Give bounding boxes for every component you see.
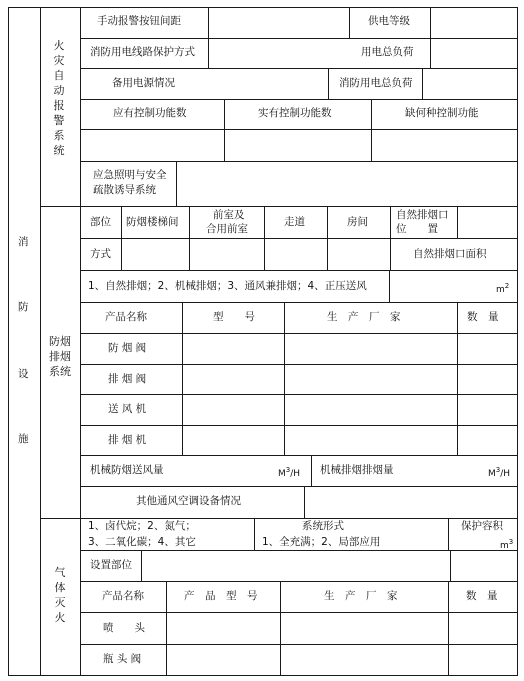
agent-options-line2: 3、二氧化碳；4、其它 — [88, 536, 196, 548]
gas-product-name: 喷 头 — [103, 622, 145, 634]
label-char: 施 — [18, 433, 29, 445]
product-header: 产品名称 — [105, 311, 147, 323]
gas-location-label: 设置部位 — [90, 559, 132, 571]
mech-exhaust-label: 机械排烟排烟量 — [320, 464, 394, 476]
control-actual-label: 实有控制功能数 — [258, 107, 332, 119]
gas-quantity-header: 数 量 — [466, 590, 498, 602]
smoke-system-label: 防烟排烟系统 — [49, 335, 71, 378]
fire-line-protection-label: 消防用电线路保护方式 — [90, 46, 195, 58]
stair-label: 防烟楼梯间 — [126, 216, 179, 228]
front-room-label-1: 前室及 — [213, 209, 245, 221]
gas-model-header: 产 品 型 号 — [184, 590, 258, 602]
gas-product-name: 瓶 头 阀 — [103, 653, 142, 665]
manufacturer-header: 生 产 厂 家 — [327, 311, 401, 323]
label-char: 设 — [18, 368, 29, 380]
power-grade-label: 供电等级 — [368, 15, 410, 27]
model-header: 型 号 — [213, 311, 255, 323]
label-char: 防 — [18, 301, 29, 313]
location-label: 部位 — [90, 216, 111, 228]
gas-system-label: 气体灭火 — [54, 566, 66, 624]
backup-power-label: 备用电源情况 — [112, 77, 175, 89]
protected-volume-label: 保护容积 — [461, 520, 503, 532]
m2-unit: $m^2$ — [496, 282, 510, 295]
emergency-lighting-label-1: 应急照明与安全 — [93, 169, 167, 181]
product-name: 排 烟 机 — [108, 434, 147, 446]
product-name: 排 烟 阀 — [108, 373, 147, 385]
product-name: 送 风 机 — [108, 403, 147, 415]
other-hvac-label: 其他通风空调设备情况 — [136, 495, 241, 507]
fire-alarm-system-label: 火灾自动报警系统 — [53, 39, 65, 157]
corridor-label: 走道 — [284, 216, 305, 228]
flow-unit: $M^3/H$ — [278, 466, 301, 479]
natural-vent-label-1: 自然排烟口 — [396, 209, 449, 221]
gas-product-header: 产品名称 — [102, 590, 144, 602]
fire-total-load-label: 消防用电总负荷 — [339, 77, 413, 89]
mech-supply-label: 机械防烟送风量 — [90, 464, 164, 476]
system-form-label: 系统形式 — [302, 520, 344, 532]
label-char: 消 — [18, 236, 29, 248]
method-label: 方式 — [90, 248, 111, 260]
missing-control-label: 缺何种控制功能 — [405, 107, 479, 119]
natural-vent-area-label: 自然排烟口面积 — [413, 248, 487, 260]
quantity-header: 数 量 — [467, 311, 499, 323]
manual-button-distance-label: 手动报警按钮间距 — [97, 15, 181, 27]
control-required-label: 应有控制功能数 — [113, 107, 187, 119]
flow-unit: $M^3/H$ — [488, 466, 511, 479]
room-label: 房间 — [347, 216, 368, 228]
system-form-options: 1、全充满；2、局部应用 — [262, 536, 381, 548]
emergency-lighting-label-2: 疏散诱导系统 — [93, 184, 156, 196]
product-name: 防 烟 阀 — [108, 342, 147, 354]
power-total-load-label: 用电总负荷 — [361, 46, 414, 58]
agent-options-line1: 1、卤代烷；2、氮气； — [88, 520, 196, 532]
method-options-text: 1、自然排烟；2、机械排烟；3、通风兼排烟；4、正压送风 — [88, 280, 367, 292]
front-room-label-2: 合用前室 — [206, 223, 248, 235]
gas-manufacturer-header: 生 产 厂 家 — [324, 590, 398, 602]
m3-unit: $m^3$ — [500, 538, 514, 551]
natural-vent-label-2: 位 置 — [396, 223, 438, 235]
